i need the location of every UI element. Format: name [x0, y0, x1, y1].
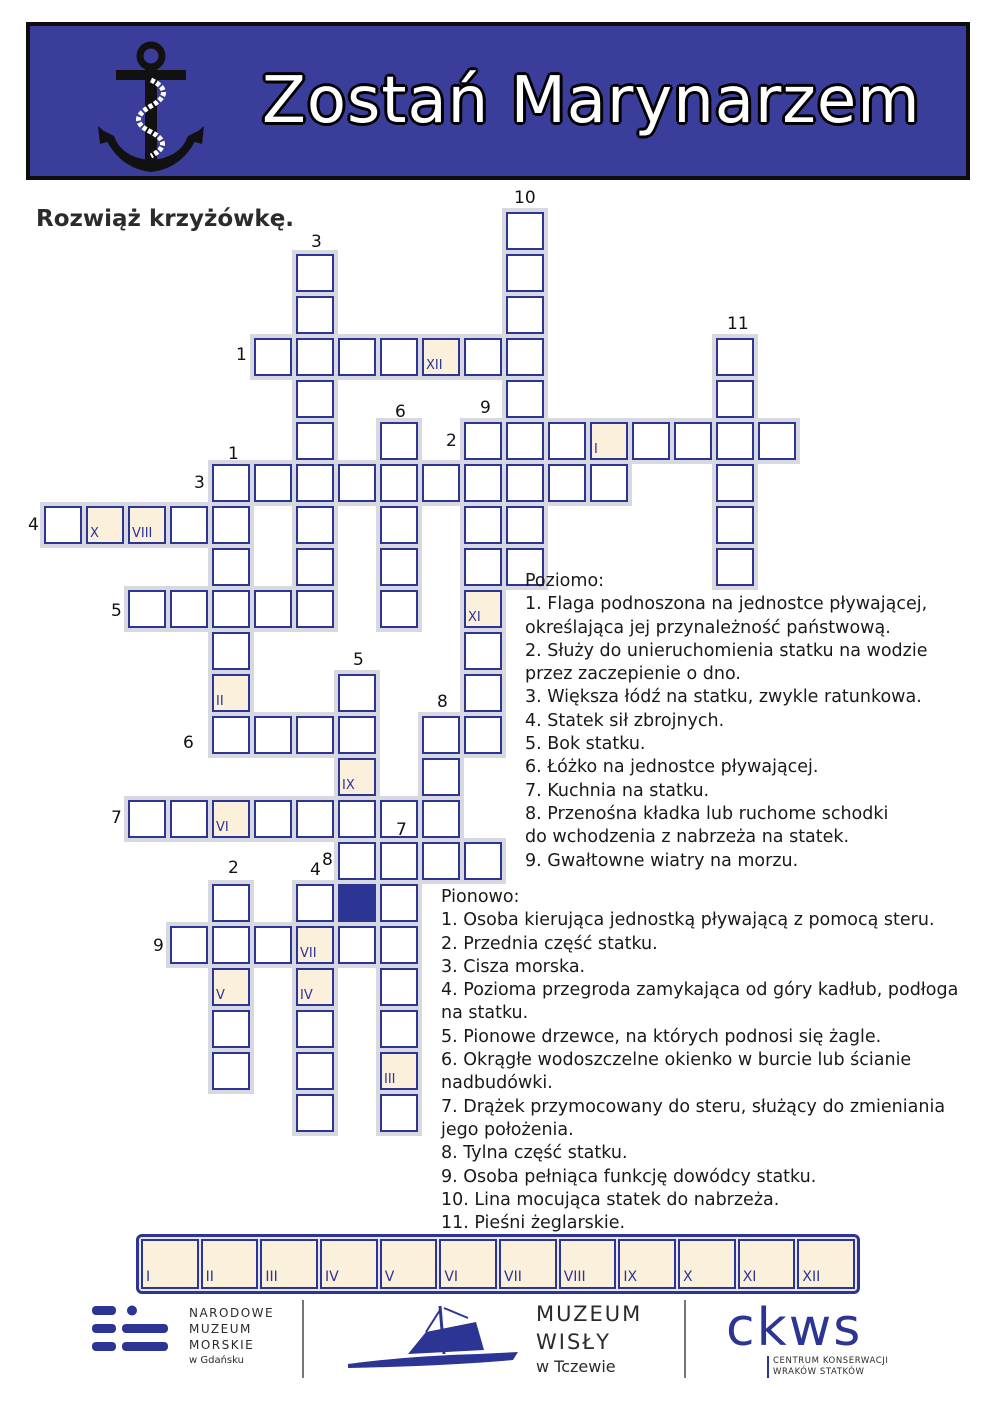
- clue-number-across: 6: [183, 733, 194, 753]
- crossword-cell[interactable]: [380, 1052, 418, 1090]
- crossword-cell[interactable]: [506, 464, 544, 502]
- clue-text: 3. Cisza morska.: [441, 956, 586, 977]
- clue-number-down: 1: [228, 444, 239, 464]
- instruction-text: Rozwiąż krzyżówkę.: [36, 206, 295, 232]
- crossword-cell[interactable]: [296, 1010, 334, 1048]
- clue-text: jego położenia.: [441, 1119, 574, 1140]
- crossword-cell[interactable]: [338, 464, 376, 502]
- clue-number-across: 9: [153, 936, 164, 956]
- crossword-cell[interactable]: [422, 842, 460, 880]
- crossword-cell[interactable]: [338, 758, 376, 796]
- clue-number-down: 9: [480, 398, 491, 418]
- crossword-cell[interactable]: [170, 800, 208, 838]
- password-key-label: VIII: [132, 526, 153, 541]
- clue-text: 1. Flaga podnoszona na jednostce pływającej,: [525, 594, 928, 615]
- across-heading: Poziomo:: [525, 571, 605, 591]
- crossword-cell[interactable]: [128, 590, 166, 628]
- crossword-cell[interactable]: [254, 338, 292, 376]
- clue-text: przez zaczepienie o dno.: [525, 664, 741, 685]
- crossword-cell[interactable]: [296, 926, 334, 964]
- clue-text: 10. Lina mocująca statek do nabrzeża.: [441, 1189, 780, 1210]
- crossword-cell[interactable]: [254, 926, 292, 964]
- crossword-cell[interactable]: [548, 422, 586, 460]
- nmm-name: NARODOWE MUZEUM MORSKIE w Gdańsku: [189, 1306, 275, 1366]
- clue-text: 4. Statek sił zbrojnych.: [525, 710, 725, 731]
- clue-text: 3. Większa łódź na statku, zwykle ratunkowa.: [525, 687, 922, 708]
- crossword-cell[interactable]: [254, 590, 292, 628]
- crossword-cell[interactable]: [254, 800, 292, 838]
- crossword-cell[interactable]: [254, 716, 292, 754]
- crossword-cell[interactable]: [170, 506, 208, 544]
- crossword-cell[interactable]: [296, 716, 334, 754]
- crossword-cell[interactable]: [338, 338, 376, 376]
- crossword-cell[interactable]: [338, 926, 376, 964]
- crossword-cell[interactable]: [464, 716, 502, 754]
- clue-text: 5. Pionowe drzewce, na których podnosi się żagle.: [441, 1026, 882, 1047]
- answer-cell[interactable]: V: [380, 1239, 438, 1289]
- clue-text: 8. Tylna część statku.: [441, 1143, 628, 1164]
- crossword-cell[interactable]: [296, 800, 334, 838]
- crossword-cell[interactable]: [422, 800, 460, 838]
- clue-text: 4. Pozioma przegroda zamykająca od góry kadłub, podłoga: [441, 980, 959, 1001]
- answer-cell[interactable]: X: [678, 1239, 736, 1289]
- crossword-cell[interactable]: [380, 842, 418, 880]
- clue-number-down: 4: [310, 860, 321, 880]
- crossword-cell[interactable]: [380, 548, 418, 586]
- clue-text: nadbudówki.: [441, 1073, 553, 1094]
- password-key-label: XI: [468, 610, 481, 625]
- crossword-cell[interactable]: [716, 380, 754, 418]
- crossword-cell[interactable]: [464, 674, 502, 712]
- clue-number-across: 3: [194, 473, 205, 493]
- crossword-cell[interactable]: [296, 296, 334, 334]
- crossword-cell[interactable]: [380, 338, 418, 376]
- clue-number-across: 2: [446, 431, 457, 451]
- clue-number-across: 8: [322, 850, 333, 870]
- password-key-label: VI: [216, 820, 229, 835]
- password-key-label: IX: [342, 778, 355, 793]
- answer-cell[interactable]: VI: [439, 1239, 497, 1289]
- clue-number-across: 4: [28, 515, 39, 535]
- clue-number-down: 3: [311, 232, 322, 252]
- crossword-cell[interactable]: [506, 212, 544, 250]
- crossword-cell[interactable]: [296, 968, 334, 1006]
- answer-cell[interactable]: I: [141, 1239, 199, 1289]
- crossword-cell[interactable]: [212, 926, 250, 964]
- password-key-label: X: [90, 526, 99, 541]
- answer-cell[interactable]: VII: [499, 1239, 557, 1289]
- divider: [302, 1300, 304, 1378]
- crossword-cell[interactable]: [716, 338, 754, 376]
- answer-cell[interactable]: II: [201, 1239, 259, 1289]
- crossword-cell[interactable]: [380, 422, 418, 460]
- footer-logos: [0, 1300, 1000, 1413]
- clue-text: 9. Gwałtowne wiatry na morzu.: [525, 850, 799, 871]
- password-key-label: V: [216, 988, 225, 1003]
- crossword-cell[interactable]: [170, 926, 208, 964]
- crossword-cell[interactable]: [380, 884, 418, 922]
- crossword-cell[interactable]: [296, 548, 334, 586]
- down-heading: Pionowo:: [441, 887, 520, 907]
- crossword-cell[interactable]: [548, 464, 586, 502]
- crossword-cell[interactable]: [338, 800, 376, 838]
- crossword-cell[interactable]: [464, 590, 502, 628]
- password-row: [136, 1234, 860, 1294]
- crossword-cell[interactable]: [632, 422, 670, 460]
- clue-text: do wchodzenia z nabrzeża na statek.: [525, 827, 850, 848]
- ckws-logo: ckws: [726, 1298, 863, 1358]
- crossword-cell[interactable]: [212, 674, 250, 712]
- clue-text: 7. Drążek przymocowany do steru, służący do zmieniania: [441, 1096, 946, 1117]
- clue-text: określająca jej przynależność państwową.: [525, 617, 891, 638]
- clue-text: 2. Przednia część statku.: [441, 933, 658, 954]
- answer-cell[interactable]: IX: [618, 1239, 676, 1289]
- clue-text: 1. Osoba kierująca jednostką pływającą z pomocą steru.: [441, 910, 935, 931]
- crossword-cell[interactable]: [212, 506, 250, 544]
- password-key-label: I: [594, 442, 598, 457]
- answer-cell[interactable]: IV: [320, 1239, 378, 1289]
- crossword-cell[interactable]: [212, 968, 250, 1006]
- crossword-cell[interactable]: [380, 464, 418, 502]
- crossword-cell[interactable]: [296, 1094, 334, 1132]
- password-key-label: III: [384, 1072, 396, 1087]
- clue-number-down: 5: [353, 650, 364, 670]
- clue-number-across: 1: [236, 345, 247, 365]
- crossword-cell[interactable]: [506, 338, 544, 376]
- crossword-cell[interactable]: [464, 548, 502, 586]
- crossword-cell[interactable]: [464, 842, 502, 880]
- nmm-logo-icon: [92, 1304, 172, 1360]
- crossword-cell[interactable]: [716, 464, 754, 502]
- clue-text: 8. Przenośna kładka lub ruchome schodki: [525, 803, 889, 824]
- crossword-cell[interactable]: [464, 632, 502, 670]
- crossword-cell[interactable]: [296, 380, 334, 418]
- crossword-cell[interactable]: [212, 800, 250, 838]
- crossword-cell[interactable]: [464, 422, 502, 460]
- password-key-label: IV: [300, 988, 313, 1003]
- across-clues: [525, 570, 927, 873]
- clue-number-down: 10: [514, 188, 536, 208]
- crossword-cell[interactable]: [296, 590, 334, 628]
- crossword-cell[interactable]: [464, 506, 502, 544]
- crossword-cell[interactable]: [758, 422, 796, 460]
- clue-text: 2. Służy do unieruchomienia statku na wodzie: [525, 640, 928, 661]
- crossword-cell[interactable]: [590, 422, 628, 460]
- crossword-cell[interactable]: [338, 716, 376, 754]
- crossword-cell[interactable]: [506, 254, 544, 292]
- crossword-cell[interactable]: [86, 506, 124, 544]
- crossword-cell[interactable]: [296, 254, 334, 292]
- crossword-cell[interactable]: [212, 1010, 250, 1048]
- password-key-label: II: [216, 694, 224, 709]
- clue-text: 6. Łóżko na jednostce pływającej.: [525, 757, 819, 778]
- crossword-cell[interactable]: [338, 674, 376, 712]
- clue-number-down: 7: [396, 820, 407, 840]
- answer-cell[interactable]: VIII: [559, 1239, 617, 1289]
- password-key-label: XII: [426, 358, 443, 373]
- crossword-cell[interactable]: [128, 506, 166, 544]
- clue-text: 7. Kuchnia na statku.: [525, 780, 710, 801]
- clue-text: 5. Bok statku.: [525, 734, 646, 755]
- crossword-cell[interactable]: [212, 1052, 250, 1090]
- clue-number-across: 5: [111, 601, 122, 621]
- crossword-cell[interactable]: [464, 464, 502, 502]
- crossword-cell[interactable]: [380, 506, 418, 544]
- clue-text: 11. Pieśni żeglarskie.: [441, 1213, 626, 1234]
- crossword-cell[interactable]: [212, 716, 250, 754]
- crossword-cell[interactable]: [716, 506, 754, 544]
- clue-text: 6. Okrągłe wodoszczelne okienko w burcie lub ścianie: [441, 1050, 912, 1071]
- crossword-cell[interactable]: [128, 800, 166, 838]
- crossword-cell[interactable]: [716, 422, 754, 460]
- answer-cell[interactable]: III: [260, 1239, 318, 1289]
- crossword-cell[interactable]: [422, 338, 460, 376]
- clue-text: na statku.: [441, 1003, 529, 1024]
- ship-logo-icon: [348, 1302, 528, 1372]
- blocked-cell: [338, 884, 376, 922]
- crossword-cell[interactable]: [380, 968, 418, 1006]
- crossword-cell[interactable]: [422, 464, 460, 502]
- crossword-cell[interactable]: [170, 590, 208, 628]
- ckws-subtitle: CENTRUM KONSERWACJI WRAKÓW STATKÓW: [767, 1356, 888, 1378]
- crossword-cell[interactable]: [296, 338, 334, 376]
- clue-number-across: 7: [111, 808, 122, 828]
- crossword-cell[interactable]: [506, 380, 544, 418]
- crossword-cell[interactable]: [422, 716, 460, 754]
- crossword-cell[interactable]: [506, 422, 544, 460]
- answer-cell[interactable]: XII: [797, 1239, 855, 1289]
- crossword-cell[interactable]: [296, 1052, 334, 1090]
- crossword-cell[interactable]: [212, 884, 250, 922]
- page-title: Zostań Marynarzem: [262, 64, 921, 138]
- crossword-cell[interactable]: [506, 506, 544, 544]
- crossword-cell[interactable]: [380, 590, 418, 628]
- crossword-cell[interactable]: [464, 338, 502, 376]
- crossword-cell[interactable]: [296, 422, 334, 460]
- crossword-cell[interactable]: [506, 296, 544, 334]
- down-clues: [441, 886, 958, 1235]
- crossword-cell[interactable]: [338, 842, 376, 880]
- crossword-cell[interactable]: [674, 422, 712, 460]
- crossword-cell[interactable]: [254, 464, 292, 502]
- crossword-cell[interactable]: [212, 464, 250, 502]
- crossword-cell[interactable]: [296, 884, 334, 922]
- crossword-cell[interactable]: [44, 506, 82, 544]
- crossword-cell[interactable]: [296, 506, 334, 544]
- answer-cell[interactable]: XI: [738, 1239, 796, 1289]
- crossword-cell[interactable]: [212, 632, 250, 670]
- crossword-cell[interactable]: [590, 464, 628, 502]
- clue-number-down: 6: [395, 402, 406, 422]
- crossword-cell[interactable]: [422, 758, 460, 796]
- crossword-cell[interactable]: [212, 590, 250, 628]
- crossword-cell[interactable]: [212, 548, 250, 586]
- divider: [684, 1300, 686, 1378]
- mw-name: MUZEUM WISŁY w Tczewie: [536, 1302, 643, 1376]
- crossword-cell[interactable]: [380, 1010, 418, 1048]
- crossword-cell[interactable]: [380, 926, 418, 964]
- clue-number-down: 11: [727, 314, 749, 334]
- clue-number-down: 8: [437, 692, 448, 712]
- clue-text: 9. Osoba pełniąca funkcję dowódcy statku.: [441, 1166, 817, 1187]
- password-key-label: VII: [300, 946, 317, 961]
- crossword-cell[interactable]: [296, 464, 334, 502]
- clue-number-down: 2: [228, 858, 239, 878]
- crossword-cell[interactable]: [380, 1094, 418, 1132]
